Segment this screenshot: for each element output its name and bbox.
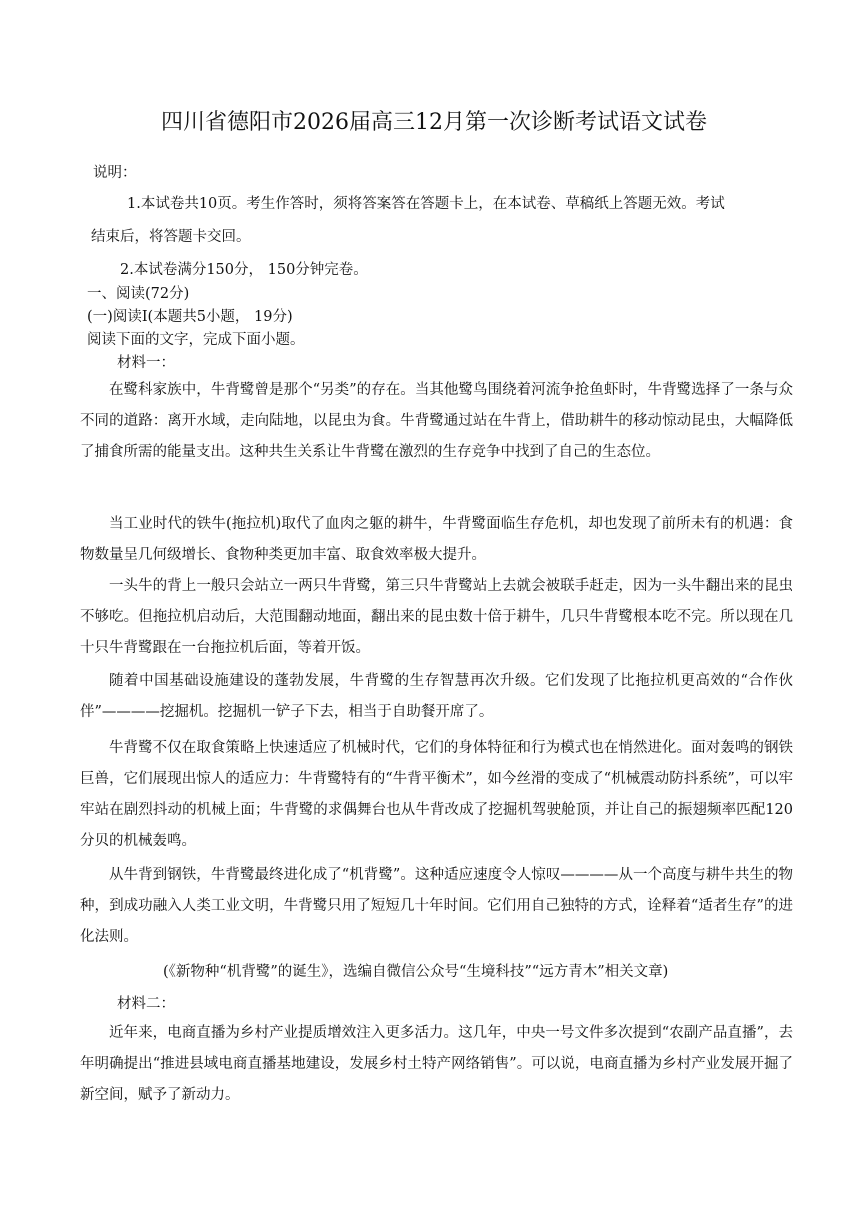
reading-directions: 阅读下面的文字，完成下面小题。 xyxy=(87,332,305,348)
page-title: 四川省德阳市2026届高三12月第一次诊断考试语文试卷 xyxy=(161,110,707,135)
section-heading-reading: 一、阅读(72分) xyxy=(87,286,190,302)
material-1-label: 材料一： xyxy=(117,355,175,371)
material-1-paragraph: 从牛背到钢铁，牛背鹭最终进化成了“机背鹭”。这种适应速度令人惊叹————从一个高度与耕牛共生的物种，到成功融入人类工业文明，牛背鹭只用了短短几十年时间。它们用自己独特的方式，诠释着“适者生存”的进化法则。 xyxy=(80,867,793,945)
material-1-paragraph: 随着中国基础设施建设的蓬勃发展，牛背鹭的生存智慧再次升级。它们发现了比拖拉机更高效的“合作伙伴”————挖掘机。挖掘机一铲子下去，相当于自助餐开席了。 xyxy=(80,673,793,720)
instruction-2: 2.本试卷满分150分， 150分钟完卷。 xyxy=(120,262,368,278)
material-1-paragraph: 当工业时代的铁牛(拖拉机)取代了血肉之躯的耕牛，牛背鹭面临生存危机，却也发现了前所未有的机遇：食物数量呈几何级增长、食物种类更加丰富、取食效率极大提升。 xyxy=(80,516,793,563)
instruction-1-line-2: 结束后，将答题卡交回。 xyxy=(91,229,251,245)
material-1-paragraph: 牛背鹭不仅在取食策略上快速适应了机械时代，它们的身体特征和行为模式也在悄然进化。面对轰鸣的钢铁巨兽，它们展现出惊人的适应力：牛背鹭特有的“牛背平衡术”，如今丝滑的变成了“机械震动防抖系统”，可以牢牢站在剧烈抖动的机械上面；牛背鹭的求偶舞台也从牛背改成了挖掘机驾驶舱顶，并让自己的振翅频率匹配120分贝的机械轰鸣。 xyxy=(80,740,793,849)
material-1-paragraph: 一头牛的背上一般只会站立一两只牛背鹭，第三只牛背鹭站上去就会被联手赶走，因为一头牛翻出来的昆虫不够吃。但拖拉机启动后，大范围翻动地面，翻出来的昆虫数十倍于耕牛，几只牛背鹭根本吃不完。所以现在几十只牛背鹭跟在一台拖拉机后面，等着开饭。 xyxy=(80,578,793,656)
material-2-paragraph: 近年来，电商直播为乡村产业提质增效注入更多活力。这几年，中央一号文件多次提到“农副产品直播”，去年明确提出“推进县域电商直播基地建设，发展乡村土特产网络销售”。可以说，电商直播为乡村产业发展开掘了新空间，赋予了新动力。 xyxy=(80,1025,793,1103)
material-1-paragraph: 在鹭科家族中，牛背鹭曾是那个“另类”的存在。当其他鹭鸟围绕着河流争抢鱼虾时，牛背鹭选择了一条与众不同的道路：离开水域，走向陆地，以昆虫为食。牛背鹭通过站在牛背上，借助耕牛的移动惊动昆虫，大幅降低了捕食所需的能量支出。这种共生关系让牛背鹭在激烈的生存竞争中找到了自己的生态位。 xyxy=(80,382,793,460)
material-1-source: (《新物种“机背鹭”的诞生》，选编自微信公众号“生境科技”“远方青木”相关文章) xyxy=(163,964,669,980)
material-2-label: 材料二： xyxy=(117,996,175,1012)
instruction-1-line-1: 1.本试卷共10页。考生作答时，须将答案答在答题卡上，在本试卷、草稿纸上答题无效。考试 xyxy=(127,196,725,212)
instructions-label: 说明： xyxy=(93,165,137,181)
subsection-heading-reading-1: (一)阅读Ⅰ(本题共5小题， 19分) xyxy=(87,309,293,325)
